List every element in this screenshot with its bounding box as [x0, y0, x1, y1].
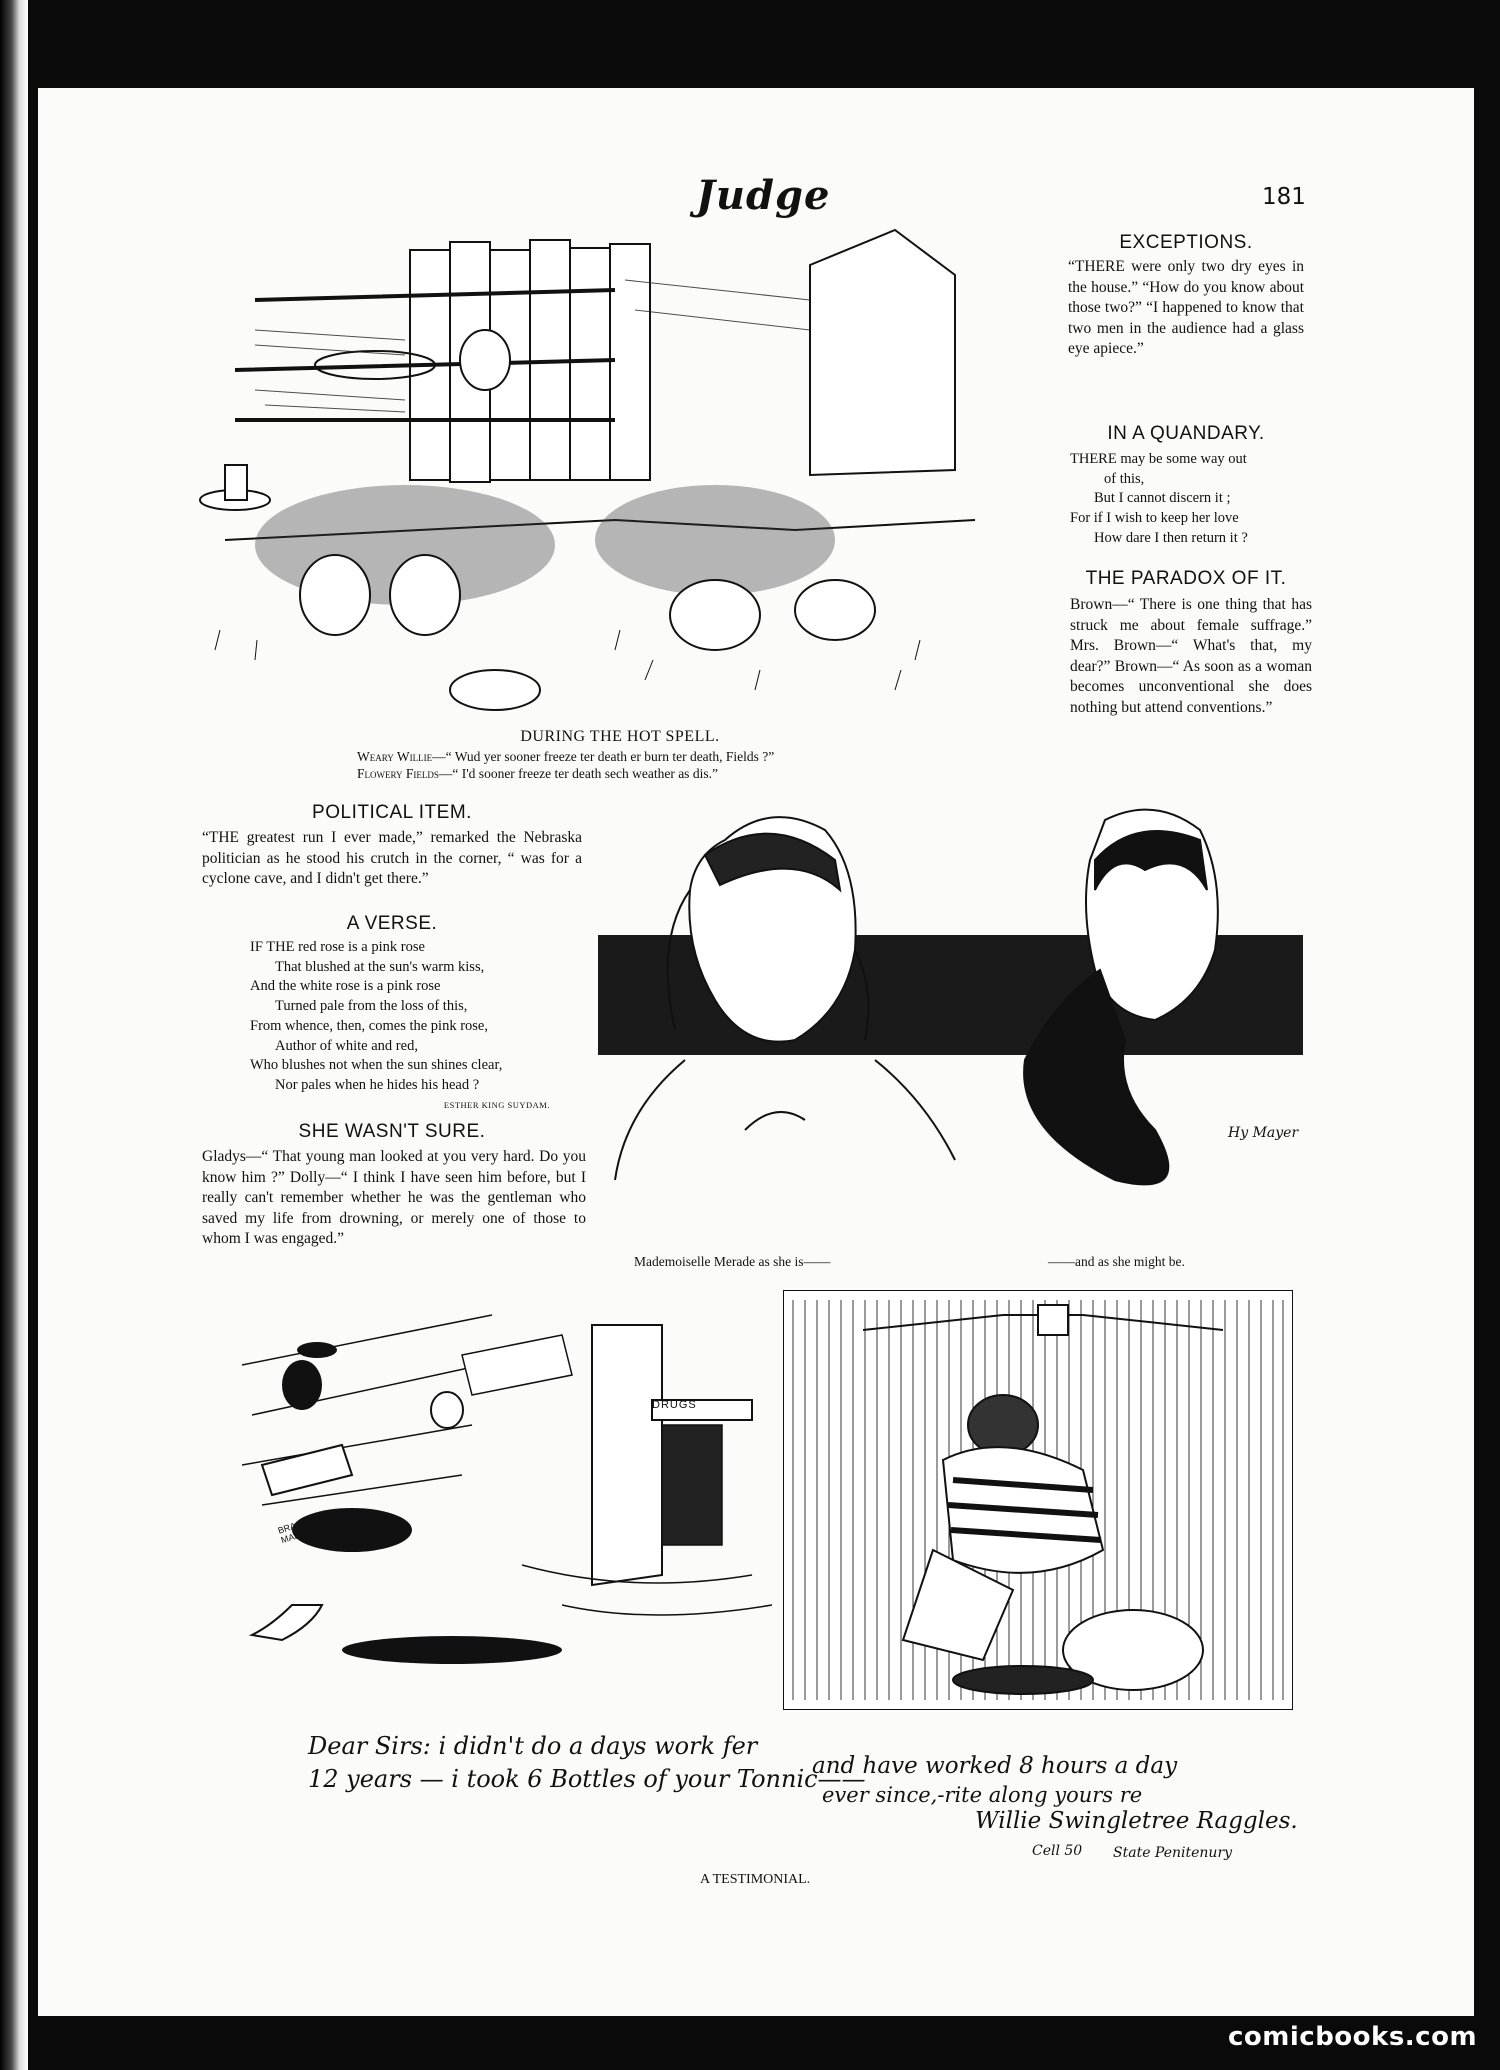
- testimonial-handwriting-line-4: ever since,-rite along yours re: [822, 1783, 1143, 1807]
- quandary-line: THERE may be some way out: [1070, 451, 1247, 467]
- quandary-line: But I cannot discern it ;: [1094, 490, 1231, 507]
- verse-line: And the white rose is a pink rose: [250, 978, 441, 995]
- wasnt-sure-text: Gladys—“ That young man looked at you very hard. Do you know him ?” Dolly—“ I think I have seen him before, but I really can't remember whether he was the gentleman who saved my life from drowning, or merely one of those to whom I was engaged.”: [202, 1148, 586, 1247]
- book-spine: [0, 0, 28, 2070]
- hot-spell-caption-title: DURING THE HOT SPELL.: [520, 728, 720, 745]
- page-number: 181: [1262, 184, 1306, 210]
- political-heading: POLITICAL ITEM.: [312, 802, 472, 823]
- paradox-heading: THE PARADOX OF IT.: [1085, 568, 1287, 589]
- verse-line: Who blushes not when the sun shines clear,: [250, 1057, 503, 1074]
- quandary-poem: [1070, 450, 1310, 549]
- testimonial-caption: A TESTIMONIAL.: [700, 1872, 811, 1887]
- political-text: “THE greatest run I ever made,” remarked the Nebraska politician as he stood his crutch in the corner, “ was for a cyclone cave, and I didn't get there.”: [202, 829, 582, 887]
- merade-illustration: [595, 800, 1310, 1200]
- paradox-text: Brown—“ There is one thing that has struck me about female suffrage.” Mrs. Brown—“ What's that, my dear?” Brown—“ As soon as a woman becomes unconventional she does nothing but attend conventions.”: [1070, 596, 1312, 716]
- exceptions-text: “THERE were only two dry eyes in the house.” “How do you know about those two?” “I happened to know that two men in the audience had a glass eye apiece.”: [1068, 258, 1304, 357]
- wasnt-sure-heading: SHE WASN'T SURE.: [298, 1121, 486, 1142]
- testimonial-signature: Willie Swingletree Raggles.: [975, 1808, 1298, 1834]
- hot-spell-caption-line-1: Weary Willie—“ Wud yer sooner freeze ter death er burn ter death, Fields ?”: [357, 749, 775, 764]
- tonic-bottle-label: BRACE-UP MALT-TONIC: [276, 1511, 334, 1546]
- hot-spell-caption-line-2: Flowery Fields—“ I'd sooner freeze ter death sech weather as dis.”: [357, 766, 718, 781]
- hot-spell-illustration: [195, 220, 1005, 720]
- testimonial-handwriting-line-2: 12 years — i took 6 Bottles of your Tonnic——: [308, 1765, 866, 1793]
- testimonial-handwriting-line-3: and have worked 8 hours a day: [812, 1753, 1178, 1779]
- verse-line: Nor pales when he hides his head ?: [275, 1076, 480, 1093]
- verse-heading: A VERSE.: [346, 913, 438, 934]
- merade-caption-left: Mademoiselle Merade as she is——: [634, 1254, 831, 1269]
- drugs-sign: DRUGS: [652, 1399, 697, 1411]
- masthead-title: Judge: [696, 172, 831, 219]
- quandary-line: of this,: [1104, 470, 1145, 487]
- quandary-line: How dare I then return it ?: [1094, 529, 1248, 546]
- exceptions-heading: EXCEPTIONS.: [1119, 232, 1253, 253]
- testimonial-cell: Cell 50: [1032, 1843, 1083, 1859]
- verse-author: ESTHER KING SUYDAM.: [443, 1099, 550, 1110]
- testimonial-handwriting-line-1: Dear Sirs: i didn't do a days work fer: [308, 1732, 758, 1760]
- quandary-heading: IN A QUANDARY.: [1107, 423, 1265, 444]
- watermark: comicbooks.com: [1228, 2022, 1478, 2052]
- verse-poem: [250, 938, 570, 1115]
- quandary-line: For if I wish to keep her love: [1070, 510, 1239, 527]
- testimonial-address: State Penitenury: [1113, 1845, 1233, 1861]
- merade-caption-right: ——and as she might be.: [1048, 1254, 1185, 1269]
- prisoner-illustration: [783, 1290, 1293, 1710]
- verse-line: From whence, then, comes the pink rose,: [250, 1017, 488, 1034]
- verse-line: Author of white and red,: [275, 1037, 418, 1054]
- merade-artist-signature: Hy Mayer: [1228, 1125, 1299, 1141]
- verse-line: IF THE red rose is a pink rose: [250, 939, 425, 955]
- tonic-runner-illustration: [232, 1305, 772, 1705]
- verse-line: Turned pale from the loss of this,: [275, 998, 468, 1015]
- verse-line: That blushed at the sun's warm kiss,: [275, 958, 485, 975]
